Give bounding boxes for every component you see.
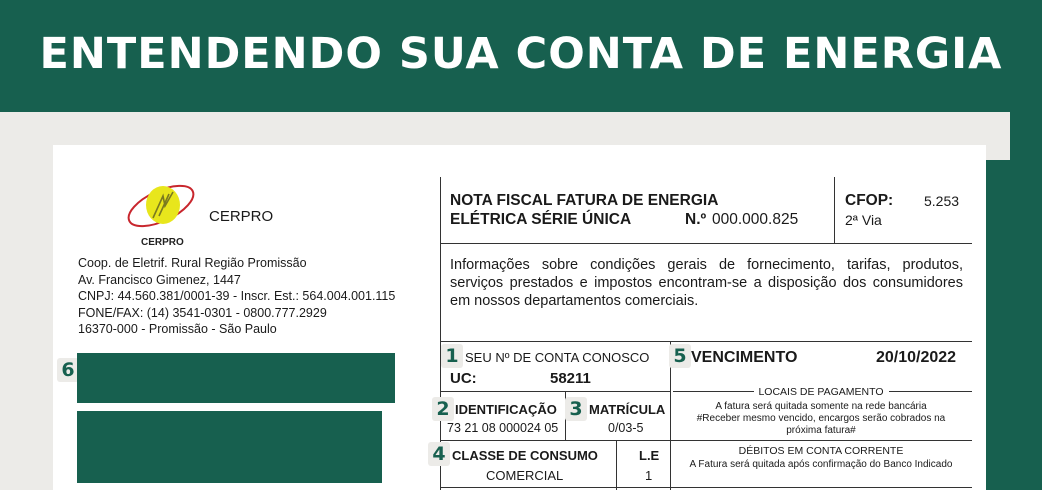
- green-side-panel: [986, 160, 1010, 490]
- redacted-customer-name: [77, 353, 395, 403]
- le-label: L.E: [639, 448, 660, 463]
- badge-1: 1: [441, 344, 463, 368]
- cerpro-logo-icon: [123, 180, 199, 232]
- badge-5: 5: [669, 344, 691, 368]
- invoice-number: 000.000.825: [712, 211, 799, 228]
- invoice-number-label: N.º: [685, 211, 707, 228]
- invoice-title-line1: NOTA FISCAL FATURA DE ENERGIA: [450, 192, 719, 209]
- uc-label: UC:: [450, 370, 477, 387]
- due-date: 20/10/2022: [876, 349, 957, 366]
- divider: [440, 341, 972, 342]
- divider: [440, 487, 972, 488]
- divider-vertical: [616, 440, 617, 490]
- payment-info: [681, 401, 961, 437]
- divider: [440, 391, 670, 392]
- badge-4: 4: [428, 442, 450, 466]
- identification-label: IDENTIFICAÇÃO: [455, 402, 557, 417]
- badge-3: 3: [565, 397, 587, 421]
- cfop-label: CFOP:: [845, 192, 894, 209]
- address-line: Av. Francisco Gimenez, 1447: [78, 272, 241, 287]
- banner-title: ENTENDENDO SUA CONTA DE ENERGIA: [39, 29, 1003, 79]
- identification-value: 73 21 08 000024 05: [447, 421, 559, 435]
- invoice-document: [53, 145, 986, 490]
- due-label: VENCIMENTO: [691, 349, 798, 366]
- cfop-divider: [834, 177, 835, 243]
- logo-caption: CERPRO: [141, 237, 184, 248]
- consumer-class-label: CLASSE DE CONSUMO: [452, 448, 598, 463]
- registration-value: 0/03-5: [608, 421, 644, 435]
- account-label: SEU Nº DE CONTA CONOSCO: [465, 350, 650, 365]
- right-green-bar: [1010, 112, 1042, 490]
- address-line: Coop. de Eletrif. Rural Região Promissão: [78, 256, 307, 270]
- divider: [440, 440, 972, 441]
- payment-heading-text: LOCAIS DE PAGAMENTO: [754, 386, 887, 398]
- le-value: 1: [645, 468, 653, 483]
- registration-label: MATRÍCULA: [589, 402, 666, 417]
- address-line: 16370-000 - Promissão - São Paulo: [78, 322, 277, 336]
- header-banner: [0, 0, 1042, 112]
- address-line: FONE/FAX: (14) 3541-0301 - 0800.777.2929: [78, 305, 327, 320]
- via-label: 2ª Via: [845, 212, 882, 228]
- address-line: CNPJ: 44.560.381/0001-39 - Inscr. Est.: 564.004.001.115: [78, 289, 396, 303]
- debit-heading: DÉBITOS EM CONTA CORRENTE: [738, 445, 904, 457]
- company-name: CERPRO: [209, 208, 274, 225]
- payment-line: #Receber mesmo vencido, encargos serão cobrados na: [696, 413, 946, 424]
- divider: [440, 243, 972, 244]
- payment-line: próxima fatura#: [786, 425, 856, 436]
- consumer-class-value: COMERCIAL: [486, 468, 564, 483]
- company-address: [78, 255, 395, 338]
- badge-2: 2: [432, 397, 454, 421]
- invoice-title-line2: ELÉTRICA SÉRIE ÚNICA: [450, 211, 632, 228]
- uc-value: 58211: [550, 370, 591, 387]
- badge-6: 6: [57, 358, 79, 382]
- redacted-customer-address: [77, 411, 382, 483]
- payment-heading: [681, 386, 961, 398]
- invoice-info-text: Informações sobre condições gerais de fornecimento, tarifas, produtos, serviços prestados e impostos encontram-se a disposição dos consumidores em nossos departamentos comerciais.: [450, 257, 963, 309]
- debit-line: A Fatura será quitada após confirmação do Banco Indicado: [689, 459, 953, 470]
- cfop-value: 5.253: [924, 193, 960, 209]
- payment-line: A fatura será quitada somente na rede bancária: [715, 401, 927, 412]
